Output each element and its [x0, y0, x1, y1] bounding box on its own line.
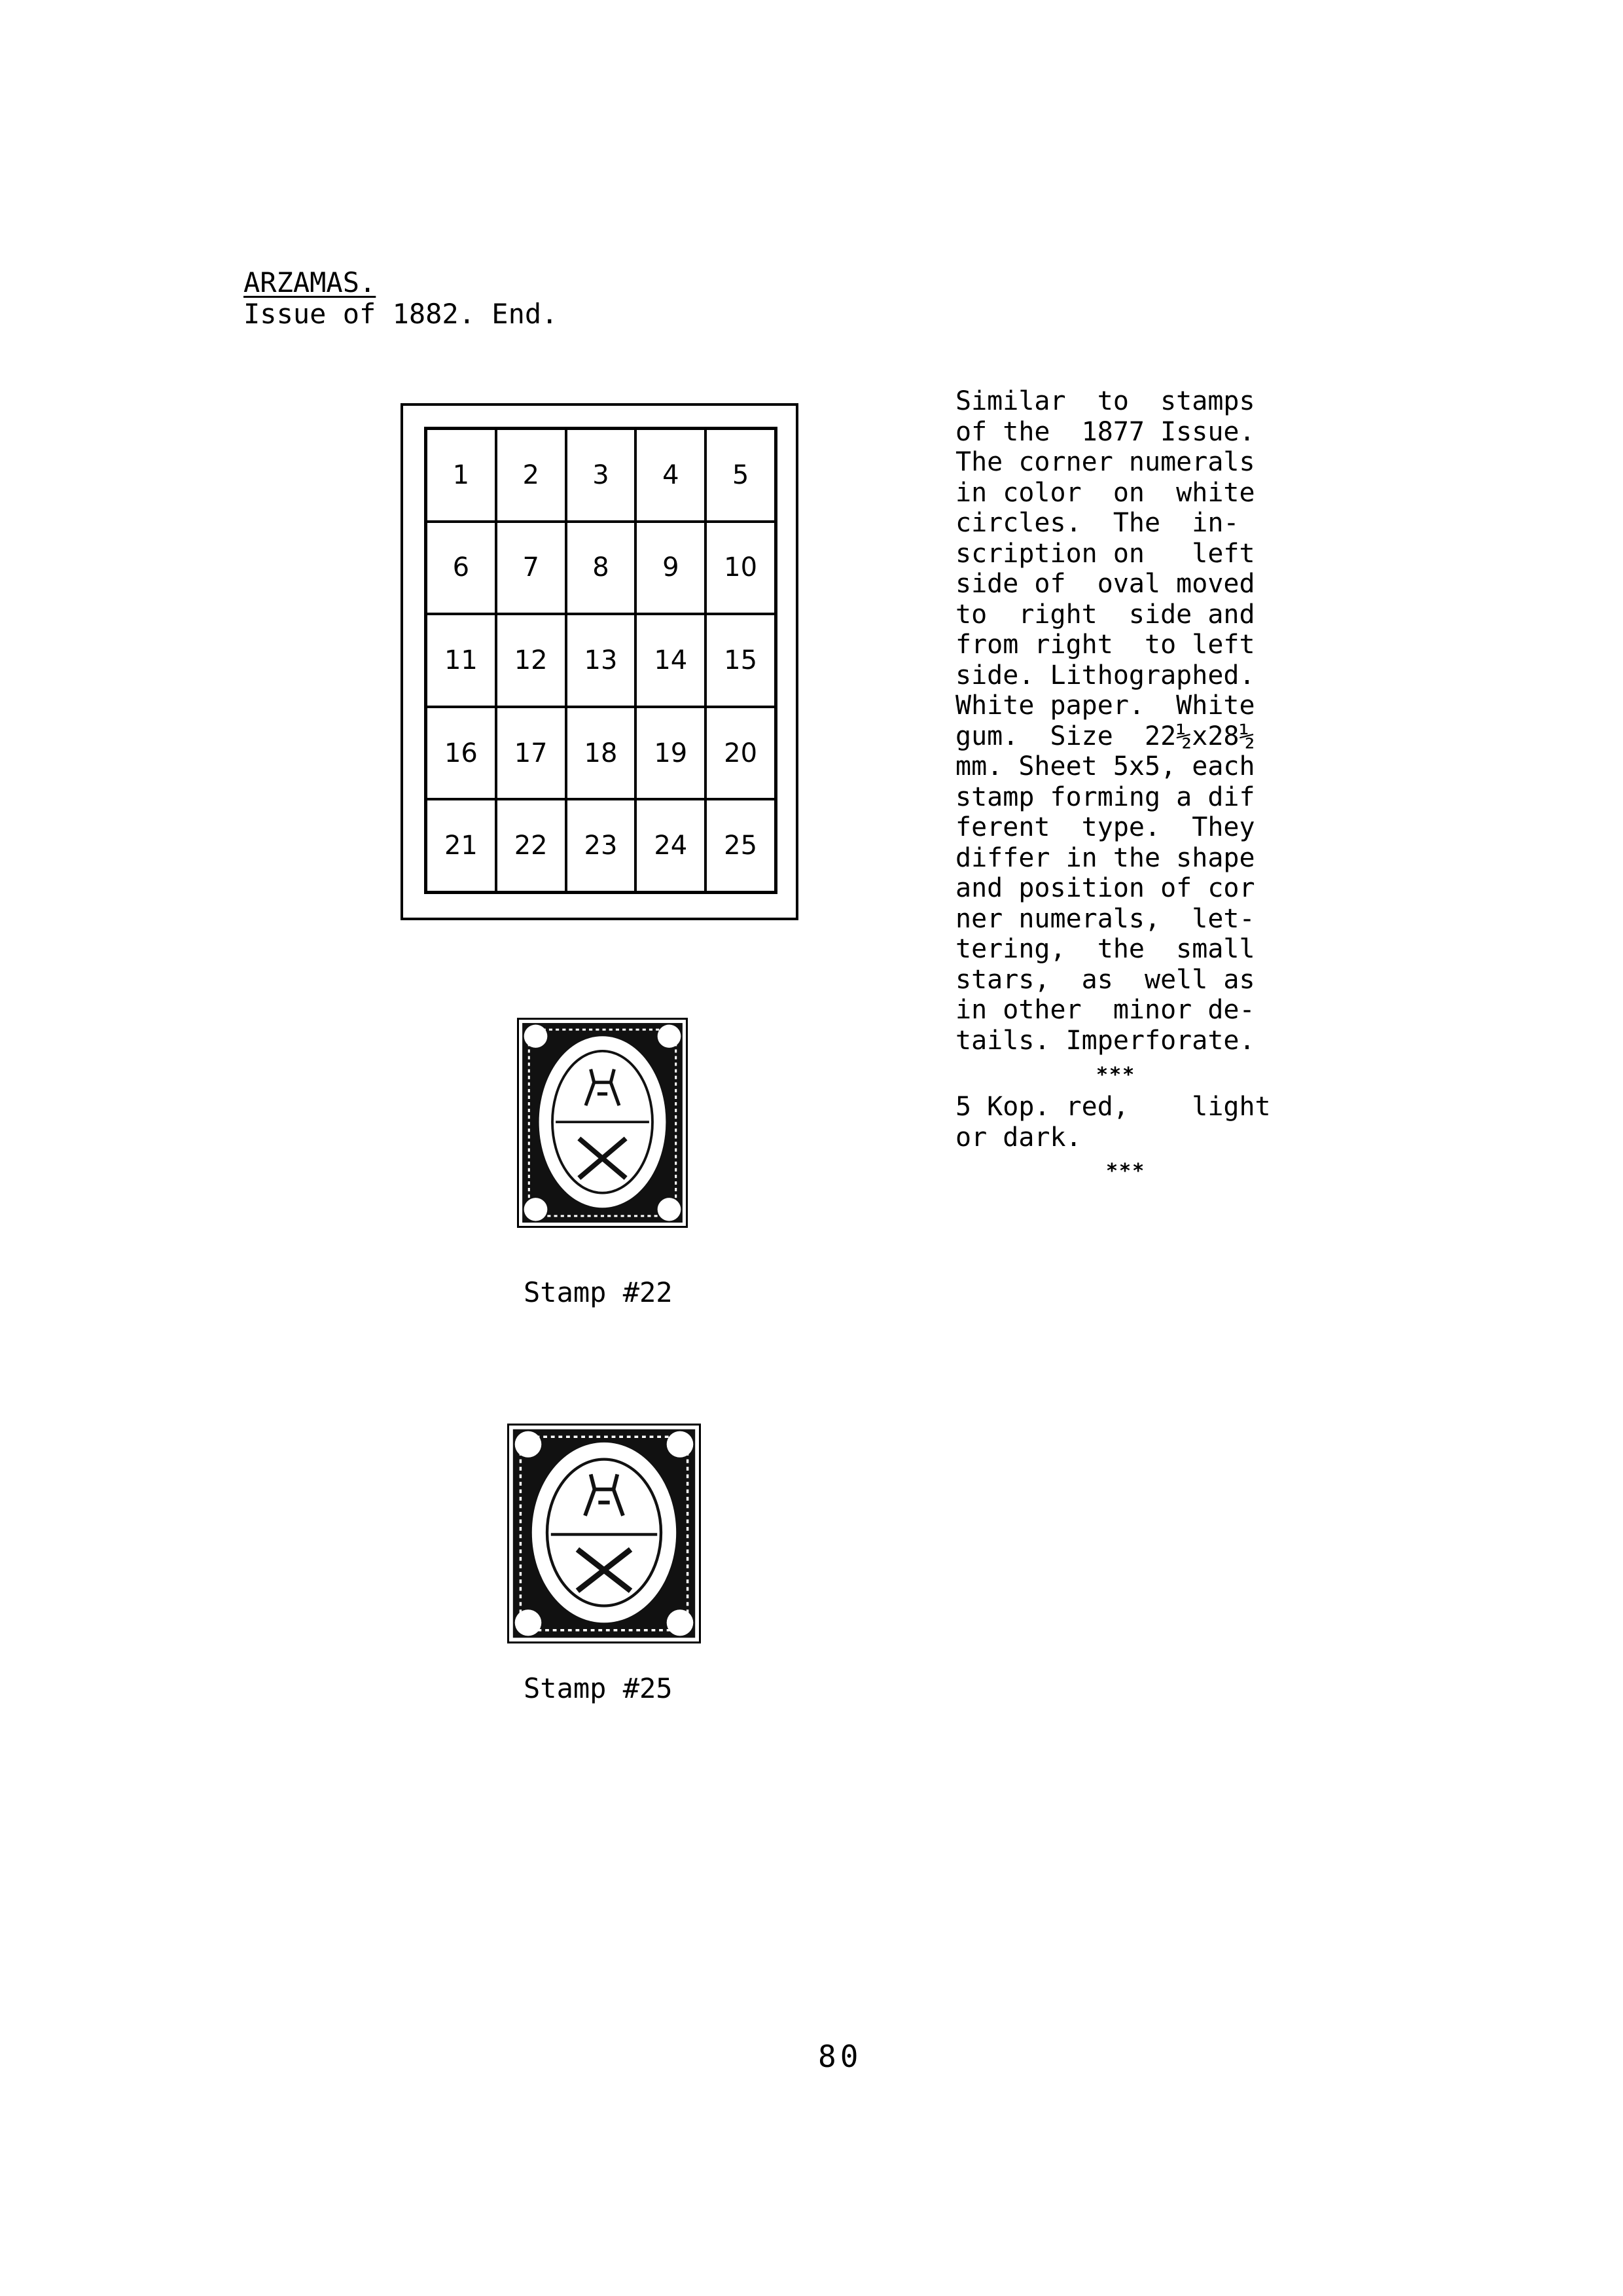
sheet-cell: 5 — [705, 429, 776, 522]
sheet-cell: 8 — [566, 522, 636, 615]
sheet-cell: 10 — [705, 522, 776, 615]
sheet-cell: 16 — [426, 707, 496, 800]
sheet-cell: 2 — [496, 429, 566, 522]
stamp-image — [507, 1424, 701, 1643]
sheet-layout-grid — [424, 427, 777, 894]
sheet-cell: 9 — [635, 522, 705, 615]
sheet-cell: 18 — [566, 707, 636, 800]
sheet-cell: 20 — [705, 707, 776, 800]
sheet-cell: 17 — [496, 707, 566, 800]
sheet-cell: 6 — [426, 522, 496, 615]
sheet-cell: 4 — [635, 429, 705, 522]
stamp-caption: Stamp #22 — [524, 1276, 673, 1308]
page-title: ARZAMAS. — [243, 266, 376, 298]
sheet-cell: 11 — [426, 614, 496, 707]
section-separator: *** — [1096, 1064, 1136, 1086]
page-number: 80 — [818, 2039, 863, 2074]
stamp-value-text: 5 Kop. red, light or dark. — [955, 1092, 1271, 1153]
sheet-cell: 15 — [705, 614, 776, 707]
page-subtitle: Issue of 1882. End. — [243, 298, 558, 330]
sheet-cell: 21 — [426, 799, 496, 892]
sheet-cell: 1 — [426, 429, 496, 522]
sheet-cell: 3 — [566, 429, 636, 522]
sheet-cell: 19 — [635, 707, 705, 800]
stamp-illustration — [519, 1020, 686, 1226]
sheet-cell: 14 — [635, 614, 705, 707]
sheet-cell: 25 — [705, 799, 776, 892]
sheet-cell: 13 — [566, 614, 636, 707]
section-separator: *** — [1106, 1160, 1146, 1183]
stamp-image — [517, 1018, 688, 1228]
sheet-cell: 24 — [635, 799, 705, 892]
sheet-cell: 23 — [566, 799, 636, 892]
sheet-cell: 22 — [496, 799, 566, 892]
sheet-cell: 7 — [496, 522, 566, 615]
sheet-cell: 12 — [496, 614, 566, 707]
description-text: Similar to stamps of the 1877 Issue. The corner numerals in color on white circles. The in- scription on left side of oval moved to right side and from right to left side. Lithographed. White paper. White gum. Size 22½x28½ mm. Sheet 5x5, each stamp forming a dif ferent type. They differ in the shape and position of cor ner numerals, let- tering, the small stars, as well as in other minor de- tails. Imperforate. — [955, 386, 1255, 1056]
stamp-illustration — [509, 1426, 699, 1641]
stamp-caption: Stamp #25 — [524, 1672, 673, 1704]
